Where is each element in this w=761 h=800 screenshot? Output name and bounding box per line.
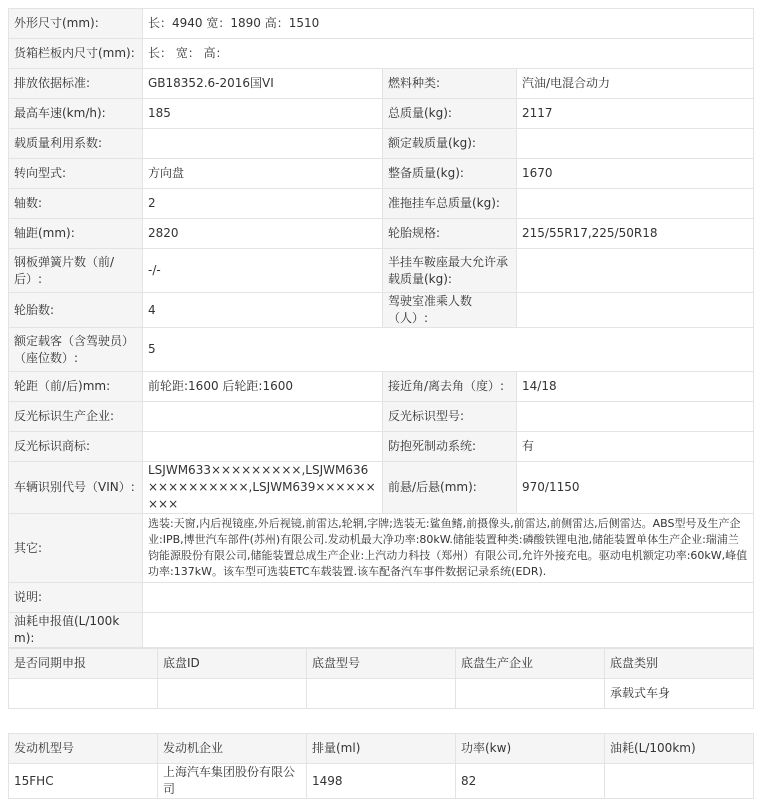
spec-value: 有 <box>517 432 754 462</box>
table-row <box>9 129 754 159</box>
column-header: 发动机型号 <box>9 734 158 764</box>
chassis-table <box>8 648 754 709</box>
engine-table <box>8 733 754 799</box>
spec-label: 外形尺寸(mm): <box>9 9 143 39</box>
spec-label: 轴距(mm): <box>9 219 143 249</box>
column-header: 功率(kw) <box>456 734 605 764</box>
spec-value: 14/18 <box>517 372 754 402</box>
table-header-row <box>9 734 754 764</box>
spec-label: 前悬/后悬(mm): <box>383 462 517 514</box>
spec-value: 方向盘 <box>143 159 383 189</box>
spec-label: 接近角/离去角（度）: <box>383 372 517 402</box>
table-cell: 上海汽车集团股份有限公司 <box>158 764 307 799</box>
table-cell: 承载式车身 <box>605 679 754 709</box>
table-row <box>9 69 754 99</box>
table-row <box>9 679 754 709</box>
spec-value <box>143 432 383 462</box>
table-row <box>9 159 754 189</box>
spec-label: 轴数: <box>9 189 143 219</box>
table-row <box>9 583 754 613</box>
spec-label: 转向型式: <box>9 159 143 189</box>
spec-value: 前轮距:1600 后轮距:1600 <box>143 372 383 402</box>
table-cell: 15FHC <box>9 764 158 799</box>
column-header: 是否同期申报 <box>9 649 158 679</box>
table-cell: 82 <box>456 764 605 799</box>
spec-label: 轮距（前/后)mm: <box>9 372 143 402</box>
table-row <box>9 219 754 249</box>
spec-value <box>517 249 754 293</box>
table-cell: 1498 <box>307 764 456 799</box>
spec-label: 准拖挂车总质量(kg): <box>383 189 517 219</box>
column-header: 排量(ml) <box>307 734 456 764</box>
table-row <box>9 9 754 39</box>
spec-label: 半挂车鞍座最大允许承载质量(kg): <box>383 249 517 293</box>
spec-label: 说明: <box>9 583 143 613</box>
spec-label: 其它: <box>9 514 143 583</box>
spec-value: 1670 <box>517 159 754 189</box>
vehicle-spec-table <box>8 8 754 648</box>
spec-value <box>517 293 754 328</box>
spec-value <box>517 129 754 159</box>
column-header: 底盘ID <box>158 649 307 679</box>
table-row <box>9 462 754 514</box>
spec-value: 215/55R17,225/50R18 <box>517 219 754 249</box>
table-row <box>9 613 754 648</box>
spec-value: -/- <box>143 249 383 293</box>
spec-label: 反光标识生产企业: <box>9 402 143 432</box>
spec-value: 5 <box>143 328 754 372</box>
spec-value <box>143 613 754 648</box>
spec-value <box>143 129 383 159</box>
spec-label: 防抱死制动系统: <box>383 432 517 462</box>
table-row <box>9 249 754 293</box>
table-row <box>9 328 754 372</box>
table-cell <box>605 764 754 799</box>
spec-label: 反光标识商标: <box>9 432 143 462</box>
table-row <box>9 402 754 432</box>
spec-value <box>143 583 754 613</box>
table-cell <box>158 679 307 709</box>
spec-label: 反光标识型号: <box>383 402 517 432</box>
column-header: 底盘型号 <box>307 649 456 679</box>
table-row <box>9 514 754 583</box>
spec-label: 排放依据标准: <box>9 69 143 99</box>
table-row <box>9 764 754 799</box>
spec-label: 轮胎数: <box>9 293 143 328</box>
spec-label: 载质量利用系数: <box>9 129 143 159</box>
spec-value: GB18352.6-2016国VI <box>143 69 383 99</box>
spec-label: 额定载客（含驾驶员）（座位数）: <box>9 328 143 372</box>
table-row <box>9 372 754 402</box>
spec-label: 总质量(kg): <box>383 99 517 129</box>
table-row <box>9 39 754 69</box>
table-row <box>9 293 754 328</box>
spec-value: 长： 宽： 高： <box>143 39 754 69</box>
spec-value: 选装:天窗,内后视镜座,外后视镜,前雷达,轮辋,字牌;选装无:鲨鱼鳍,前摄像头,前雷达,前侧雷达,后侧雷达。ABS型号及生产企业:IPB,博世汽车部件(苏州)有限公司.发动机最大净功率:80kW.储能装置种类:磷酸铁锂电池,储能装置单体生产企业:瑞浦兰钧能源股份有限公司,储能装置总成生产企业:上汽动力科技（郑州）有限公司,允许外接充电。驱动电机额定功率:60kW,峰值功率:137kW。该车型可选装ETC车载装置.该车配备汽车事件数据记录系统(EDR). <box>143 514 754 583</box>
spec-value: 2 <box>143 189 383 219</box>
column-header: 油耗(L/100km) <box>605 734 754 764</box>
spec-value: 2820 <box>143 219 383 249</box>
spec-label: 车辆识别代号（VIN）: <box>9 462 143 514</box>
column-header: 底盘生产企业 <box>456 649 605 679</box>
table-header-row <box>9 649 754 679</box>
spec-value: 185 <box>143 99 383 129</box>
spec-value <box>143 402 383 432</box>
spec-label: 最高车速(km/h): <box>9 99 143 129</box>
spec-label: 货箱栏板内尺寸(mm): <box>9 39 143 69</box>
table-cell <box>307 679 456 709</box>
spec-label: 燃料种类: <box>383 69 517 99</box>
spec-label: 油耗申报值(L/100km): <box>9 613 143 648</box>
table-cell <box>456 679 605 709</box>
spec-value: LSJWM633×××××××××,LSJWM636××××××××××,LSJWM639××××××××× <box>143 462 383 514</box>
table-cell <box>9 679 158 709</box>
table-row <box>9 99 754 129</box>
column-header: 发动机企业 <box>158 734 307 764</box>
spec-label: 额定载质量(kg): <box>383 129 517 159</box>
spec-value: 长：4940 宽：1890 高：1510 <box>143 9 754 39</box>
spec-label: 整备质量(kg): <box>383 159 517 189</box>
column-header: 底盘类别 <box>605 649 754 679</box>
spec-value: 970/1150 <box>517 462 754 514</box>
spec-value <box>517 189 754 219</box>
table-row <box>9 432 754 462</box>
spec-value: 2117 <box>517 99 754 129</box>
spec-value: 汽油/电混合动力 <box>517 69 754 99</box>
spec-value <box>517 402 754 432</box>
spec-label: 轮胎规格: <box>383 219 517 249</box>
spec-value: 4 <box>143 293 383 328</box>
table-row <box>9 189 754 219</box>
spec-label: 驾驶室准乘人数（人）: <box>383 293 517 328</box>
spec-label: 钢板弹簧片数（前/后）: <box>9 249 143 293</box>
